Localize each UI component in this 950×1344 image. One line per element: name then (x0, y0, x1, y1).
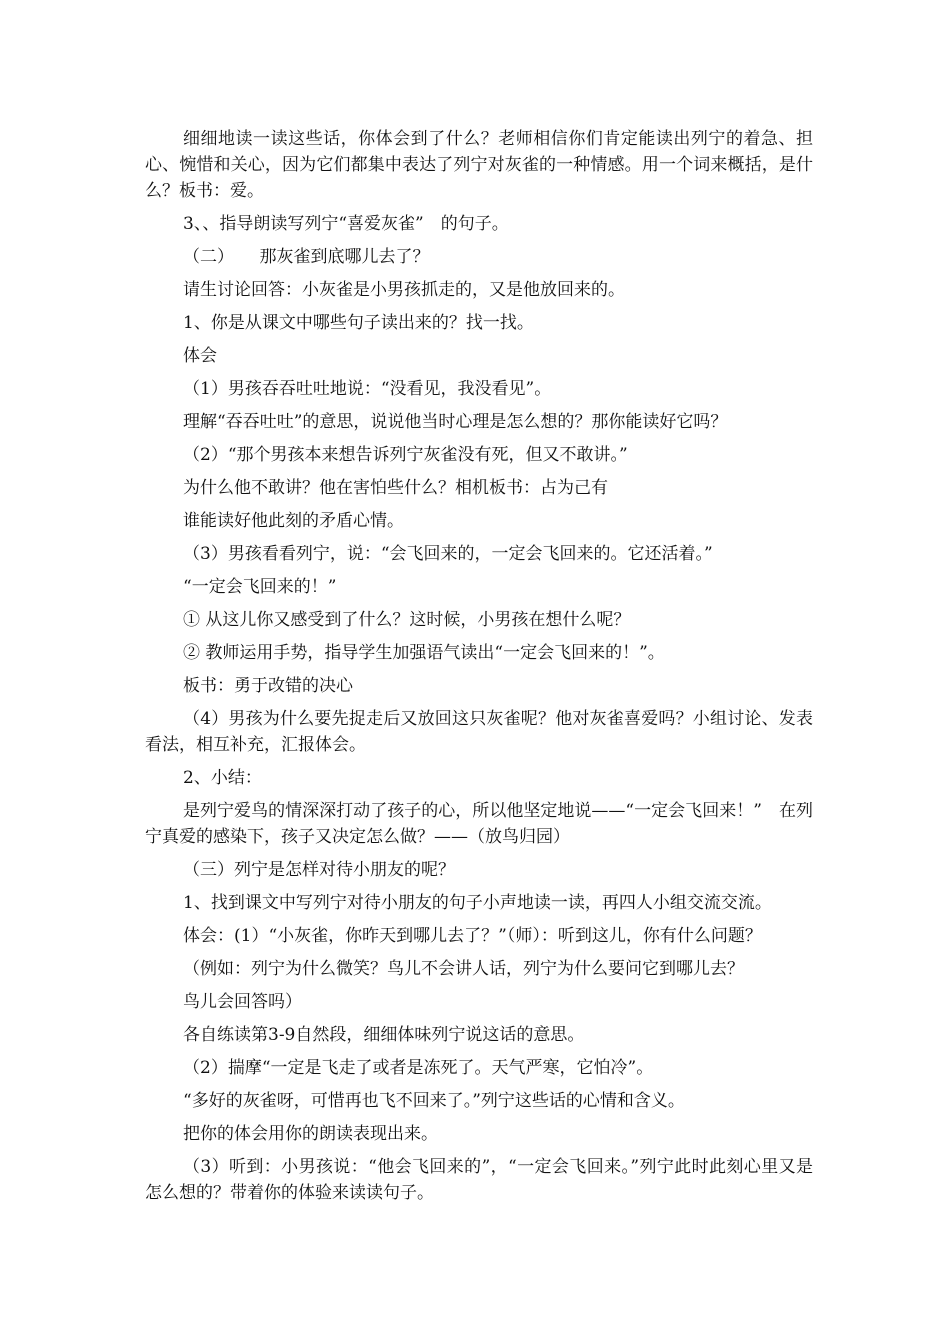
paragraph: ② 教师运用手势，指导学生加强语气读出“一定会飞回来的！”。 (183, 643, 665, 663)
paragraph: （例如：列宁为什么微笑？鸟儿不会讲人话，列宁为什么要问它到哪儿去？ (183, 959, 744, 979)
paragraph: 1、找到课文中写列宁对待小朋友的句子小声地读一读，再四人小组交流交流。 (183, 893, 772, 913)
paragraph: 谁能读好他此刻的矛盾心情。 (183, 511, 404, 531)
paragraph: 理解“吞吞吐吐”的意思，说说他当时心理是怎么想的？那你能读好它吗？ (183, 412, 728, 432)
paragraph: 鸟儿会回答吗） (183, 992, 302, 1012)
paragraph: （3）听到：小男孩说：“他会飞回来的”，“一定会飞回来。”列宁此时此刻心里又是怎么想的？带着你的体验来读读句子。 (145, 1157, 813, 1203)
paragraph: 2、小结： (183, 768, 262, 788)
paragraph: ① 从这儿你又感受到了什么？这时候，小男孩在想什么呢？ (183, 610, 631, 630)
paragraph: 板书：勇于改错的决心 (183, 676, 353, 696)
paragraph: 3、、指导朗读写列宁“喜爱灰雀” 的句子。 (183, 214, 509, 234)
paragraph: （三）列宁是怎样对待小朋友的呢？ (183, 860, 455, 880)
paragraph: （二） 那灰雀到底哪儿去了？ (183, 247, 430, 267)
paragraph: 请生讨论回答：小灰雀是小男孩抓走的，又是他放回来的。 (183, 280, 625, 300)
paragraph: 体会 (183, 346, 217, 366)
paragraph: （2）揣摩“一定是飞走了或者是冻死了。天气严寒，它怕冷”。 (183, 1058, 654, 1078)
paragraph: （3）男孩看看列宁，说：“会飞回来的，一定会飞回来的。它还活着。” (183, 544, 713, 564)
paragraph: 细细地读一读这些话，你体会到了什么？老师相信你们肯定能读出列宁的着急、担心、惋惜和关心，因为它们都集中表达了列宁对灰雀的一种情感。用一个词来概括，是什么？板书：爱。 (145, 129, 813, 201)
paragraph: 体会：(1）“小灰雀，你昨天到哪儿去了？”（师）：听到这儿，你有什么问题？ (183, 926, 762, 946)
paragraph: 是列宁爱鸟的情深深打动了孩子的心，所以他坚定地说——“一定会飞回来！” 在列宁真爱的感染下，孩子又决定怎么做？——（放鸟归园） (145, 801, 813, 847)
paragraph: （2）“那个男孩本来想告诉列宁灰雀没有死，但又不敢讲。” (183, 445, 628, 465)
paragraph: “一定会飞回来的！” (183, 577, 337, 597)
paragraph: 1、你是从课文中哪些句子读出来的？找一找。 (183, 313, 534, 333)
paragraph: 为什么他不敢讲？他在害怕些什么？相机板书：占为己有 (183, 478, 608, 498)
paragraph: “多好的灰雀呀，可惜再也飞不回来了。”列宁这些话的心情和含义。 (183, 1091, 685, 1111)
paragraph: （4）男孩为什么要先捉走后又放回这只灰雀呢？他对灰雀喜爱吗？小组讨论、发表看法，相互补充，汇报体会。 (145, 709, 813, 755)
paragraph: 各自练读第3-9自然段，细细体味列宁说这话的意思。 (183, 1025, 585, 1045)
paragraph: （1）男孩吞吞吐吐地说：“没看见，我没看见”。 (183, 379, 552, 399)
document-body (145, 126, 813, 1213)
paragraph: 把你的体会用你的朗读表现出来。 (183, 1124, 438, 1144)
